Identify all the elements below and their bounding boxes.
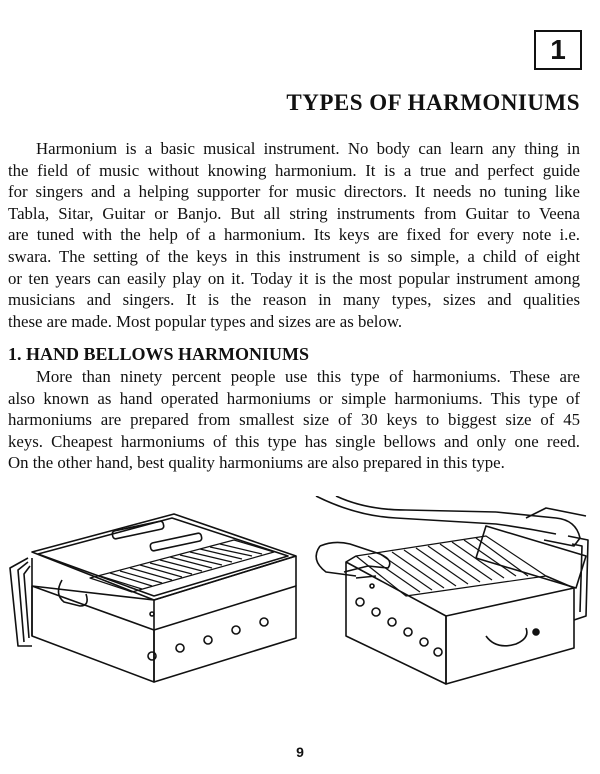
stop-knobs (356, 584, 442, 656)
section-line: harmoniums are prepared from smallest size of 30 keys to biggest size of 45 (8, 410, 580, 430)
section-line: also known as hand operated harmoniums or simple harmoniums. This type of (8, 388, 580, 408)
left-hand (316, 542, 390, 578)
intro-line: Harmonium is a basic musical instrument. No body can learn any thing in (36, 139, 580, 158)
section-paragraph (8, 366, 580, 474)
intro-line: these are made. Most popular types and sizes are as below. (8, 311, 403, 331)
harmonium-played-illustration (296, 496, 596, 686)
section-line: On the other hand, best quality harmoniums are also prepared in this type. (8, 453, 505, 473)
bellows-folds (10, 558, 32, 646)
chapter-number: 1 (550, 34, 566, 65)
harmonium-illustration-left (4, 496, 304, 686)
page-number: 9 (296, 744, 304, 760)
chapter-title: TYPES OF HARMONIUMS (286, 90, 580, 115)
section-line: More than ninety percent people use this type of harmoniums. These are (36, 367, 580, 386)
intro-line: or ten years can easily play on it. Today it is the most popular instrument among (8, 268, 580, 288)
intro-line: the field of music without knowing harmonium. It is a true and perfect guide (8, 160, 580, 180)
harmonium-body-side (154, 586, 296, 682)
chapter-number-box (534, 30, 582, 70)
keyboard (356, 536, 546, 596)
intro-line: for singers and a helping supporter for music directors. It needs no tuning like (8, 182, 580, 202)
section-line: keys. Cheapest harmoniums of this type has single bellows and only one reed. (8, 431, 580, 451)
harmonium-body-side (446, 588, 574, 684)
handle (58, 580, 87, 606)
intro-line: swara. The setting of the keys in this instrument is so simple, a child of eight (8, 246, 580, 266)
intro-paragraph (8, 138, 580, 332)
section-heading: 1. HAND BELLOWS HARMONIUMS (8, 344, 310, 364)
right-arm (316, 496, 586, 546)
intro-line: musicians and singers. It is the reason in many types, sizes and qualities (8, 290, 580, 310)
side-handle (486, 628, 527, 646)
keyboard (90, 540, 274, 592)
harmonium-body-front (32, 586, 154, 682)
intro-line: are tuned with the help of a harmonium. Its keys are fixed for every note i.e. (8, 225, 580, 245)
intro-line: Tabla, Sitar, Guitar or Banjo. But all string instruments from Guitar to Veena (8, 203, 580, 223)
